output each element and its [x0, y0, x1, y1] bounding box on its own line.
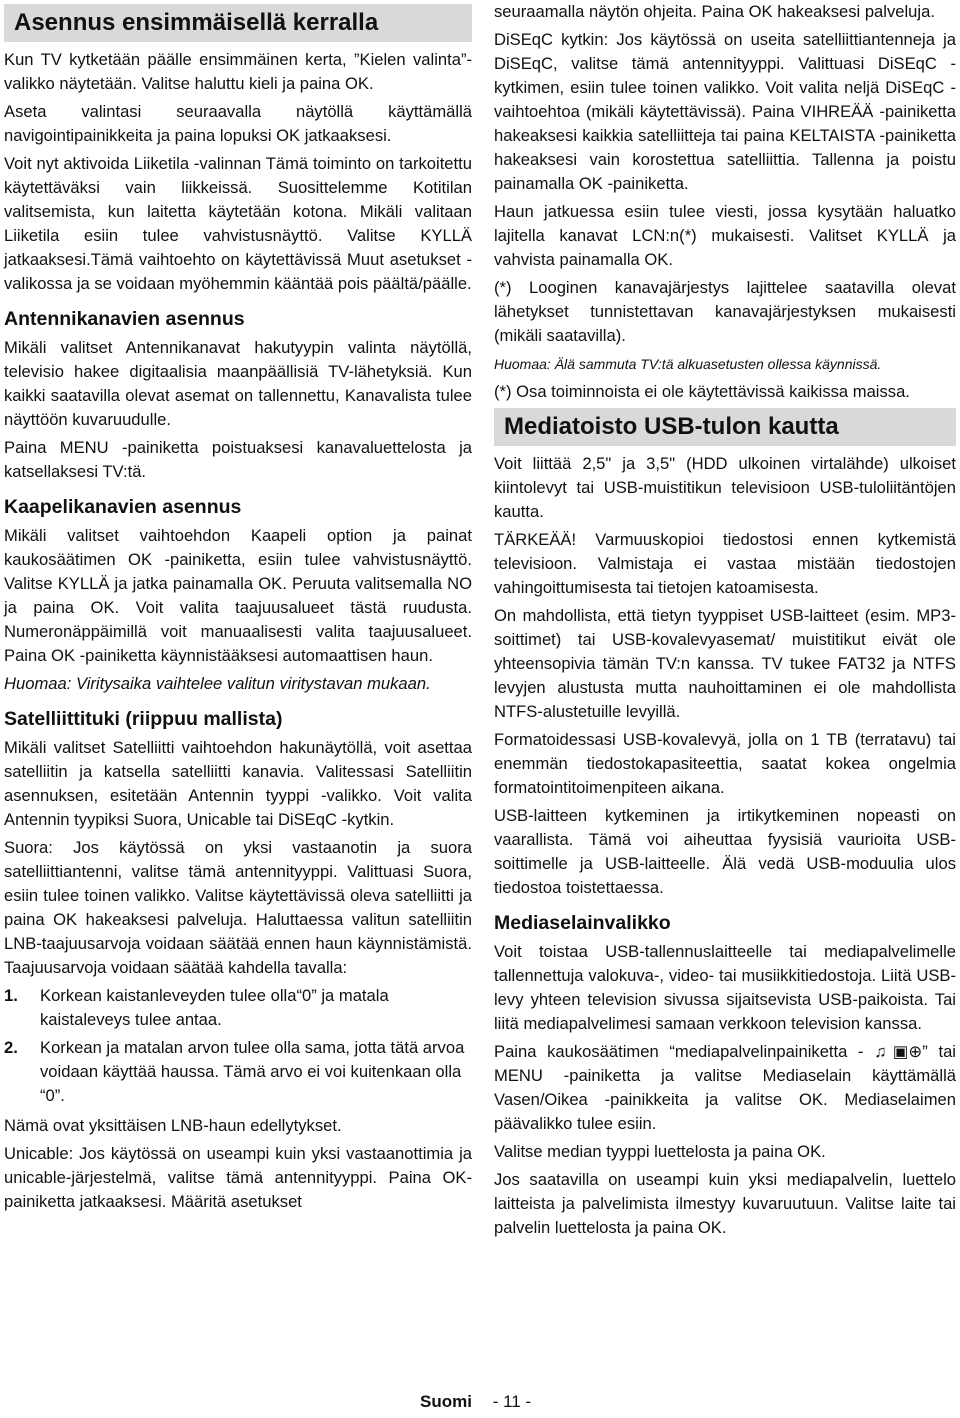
- footer-language: Suomi: [420, 1392, 472, 1411]
- paragraph: Mikäli valitset Satelliitti vaihtoehdon hakunäytöllä, voit asettaa satelliitin ja katsella satelliitti kanavia. Valitessasi Satelliitin asennuksen, esitetään Antennin tyyppi -valikko. Voit valita Antennin tyypiksi Suora, Unicable tai DiSEqC -kytkin.: [4, 738, 472, 829]
- list-text: Korkean ja matalan arvon tulee olla sama, jotta tätä arvoa voidaan käyttää haussa. Tämä arvo ei voi kuitenkaan olla “0”.: [40, 1038, 465, 1105]
- heading-satellite: Satelliittituki (riippuu mallista): [4, 708, 283, 730]
- list-item: [4, 1036, 472, 1108]
- paragraph: Voit toistaa USB-tallennuslaitteelle tai mediapalvelimelle tallennettuja valokuva-, video- tai musiikkitiedostoja. Liitä USB-levy yhteen television sivussa sijaitsevista USB-paikoista. Tai liitä mediapalvelimesi samaan verkkoon television kanssa.: [494, 942, 956, 1033]
- paragraph: USB-laitteen kytkeminen ja irtikytkeminen nopeasti on vaarallista. Tämä voi aiheuttaa fyysisiä vaurioita USB-soittimelle ja USB-laitteelle. Älä vedä USB-moduulia ulos tiedostoa toistettaessa.: [494, 806, 956, 897]
- right-column: [494, 0, 956, 1244]
- paragraph: Valitse median tyyppi luettelosta ja paina OK.: [494, 1142, 826, 1161]
- note: Huomaa: Viritysaika vaihtelee valitun viritystavan mukaan.: [4, 674, 431, 693]
- list-text: Korkean kaistanleveyden tulee olla“0” ja matala kaistaleveys tulee antaa.: [40, 986, 389, 1029]
- paragraph: Suora: Jos käytössä on yksi vastaanotin ja suora satelliittiantenni, valitse tämä antennityyppi. Valittuasi Suora, esiin tulee toinen valikko. Valitse käytettävissä oleva satelliitti ja paina OK hakeaksesi palveluja. Haluttaessa valitun satelliitin LNB-taajuusarvoja voidaan säätää ennen haun käynnistämistä. Taajuusarvoja voidaan säätää kahdella tavalla:: [4, 838, 472, 977]
- paragraph: Formatoidessasi USB-kovalevyä, jolla on 1 TB (terratavu) tai enemmän tiedostokapasiteettia, saatat kokea ongelmia formatointitoimenpiteen aikana.: [494, 730, 956, 797]
- heading-cable: Kaapelikanavien asennus: [4, 496, 242, 518]
- paragraph: Aseta valintasi seuraavalla näytöllä käyttämällä navigointipainikkeita ja paina lopuksi OK jatkaaksesi.: [4, 102, 472, 145]
- list-item: [4, 984, 472, 1032]
- paragraph: (*) Osa toiminnoista ei ole käytettävissä kaikissa maissa.: [494, 382, 910, 401]
- note: Huomaa: Älä sammuta TV:tä alkuasetusten ollessa käynnissä.: [494, 356, 882, 372]
- paragraph: Kun TV kytketään päälle ensimmäinen kerta, ”Kielen valinta”-valikko näytetään. Valitse haluttu kieli ja paina OK.: [4, 50, 472, 93]
- paragraph: Paina MENU -painiketta poistuaksesi kanavaluettelosta ja katsellaksesi TV:tä.: [4, 438, 472, 481]
- paragraph: (*) Looginen kanavajärjestys lajittelee saatavilla olevat lähetykset tunnistettavan kanavajärjestyksen mukaisesti (mikäli saatavilla).: [494, 278, 956, 345]
- paragraph: TÄRKEÄÄ! Varmuuskopioi tiedostosi ennen kytkemistä televisioon. Valmistaja ei vastaa mistään tiedostojen vahingoittumisesta tai tietojen katoamisesta.: [494, 530, 956, 597]
- paragraph: Jos saatavilla on useampi kuin yksi mediapalvelin, luettelo laitteista ja palvelimista ilmestyy kuvaruutuun. Valitse laite tai palvelin luettelosta ja paina OK.: [494, 1170, 956, 1237]
- list-number: 1.: [4, 986, 18, 1005]
- section-title-first-install: Asennus ensimmäisellä kerralla: [4, 4, 472, 42]
- heading-media-browser: Mediaselainvalikko: [494, 912, 671, 934]
- paragraph: Voit liittää 2,5" ja 3,5" (HDD ulkoinen virtalähde) ulkoiset kiintolevyt tai USB-muistitikun televisioon USB-tuloliitäntöjen kautta.: [494, 454, 956, 521]
- paragraph: Mikäli valitset Antennikanavat hakutyypin valinta näytöllä, televisio hakee digitaalisia maanpäällisiä TV-lähetyksiä. Kun kaikki saatavilla olevat asemat on tallennettu, Kanavalista tulee näyttöön kuvaruudulle.: [4, 338, 472, 429]
- paragraph: Paina kaukosäätimen “mediapalvelinpainiketta - ♫▣⊕” tai MENU -painiketta ja valitse Mediaselain käyttämällä Vasen/Oikea -painikkeita ja valitse OK. Mediaselaimen päävalikko tulee esiin.: [494, 1042, 956, 1133]
- paragraph: seuraamalla näytön ohjeita. Paina OK hakeaksesi palveluja.: [494, 2, 935, 21]
- section-title-usb: Mediatoisto USB-tulon kautta: [494, 408, 956, 446]
- page-footer: [420, 1392, 531, 1412]
- paragraph: Unicable: Jos käytössä on useampi kuin yksi vastaanottimia ja unicable-järjestelmä, valitse tämä antennityyppi. Paina OK-painiketta jatkaaksesi. Määritä asetukset: [4, 1144, 472, 1211]
- lnb-list: [4, 984, 472, 1108]
- heading-antenna: Antennikanavien asennus: [4, 308, 245, 330]
- paragraph: Mikäli valitset vaihtoehdon Kaapeli option ja painat kaukosäätimen OK -painiketta, esiin tulee vahvistusnäyttö. Valitse KYLLÄ ja jatka painamalla OK. Peruuta valitsemalla NO ja paina OK. Voit valita taajuusalueet tästä ruudusta. Numeronäppäimillä voit manuaalisesti valita taajuusalueet. Paina OK -painiketta käynnistääksesi automaattisen haun.: [4, 526, 472, 665]
- left-column: [4, 0, 472, 1218]
- paragraph: DiSEqC kytkin: Jos käytössä on useita satelliittiantenneja ja DiSEqC, valitse tämä antennityyppi. Valittuasi DiSEqC -kytkimen, esiin tulee toinen valikko. Voit valita neljä DiSEqC -vaihtoehtoa (mikäli käytettävissä). Paina VIHREÄÄ -painiketta hakeaksesi kaikkia satelliitteja tai paina KELTAISTA -painiketta hakeaksesi vain korostettua satelliittia. Tallenna ja poistu painamalla OK -painiketta.: [494, 30, 956, 193]
- paragraph: On mahdollista, että tietyn tyyppiset USB-laitteet (esim. MP3-soittimet) tai USB-kovalevyasemat/ muistitikut eivät ole yhteensopivia tämän TV:n kanssa. TV tukee FAT32 ja NTFS levyjen alustusta mutta nauhoittaminen ei ole mahdollista NTFS-alustetuille levyillä.: [494, 606, 956, 721]
- page-number: - 11 -: [492, 1392, 532, 1411]
- paragraph: Voit nyt aktivoida Liiketila -valinnan Tämä toiminto on tarkoitettu käytettäväksi vain liikkeissä. Suosittelemme Kotitilan valitsemista, kun laitetta käytetään kotona. Mikäli valitaan Liiketila esiin tulee vahvistusnäyttö. Valitse KYLLÄ jatkaaksesi.Tämä vaihtoehto on käytettävissä Muut asetukset -valikossa ja se voidaan myöhemmin kääntää pois päältä/päälle.: [4, 154, 472, 293]
- list-number: 2.: [4, 1038, 18, 1057]
- paragraph: Haun jatkuessa esiin tulee viesti, jossa kysytään haluatko lajitella kanavat LCN:n(*) mukaisesti. Valitset KYLLÄ ja vahvista painamalla OK.: [494, 202, 956, 269]
- paragraph: Nämä ovat yksittäisen LNB-haun edellytykset.: [4, 1116, 342, 1135]
